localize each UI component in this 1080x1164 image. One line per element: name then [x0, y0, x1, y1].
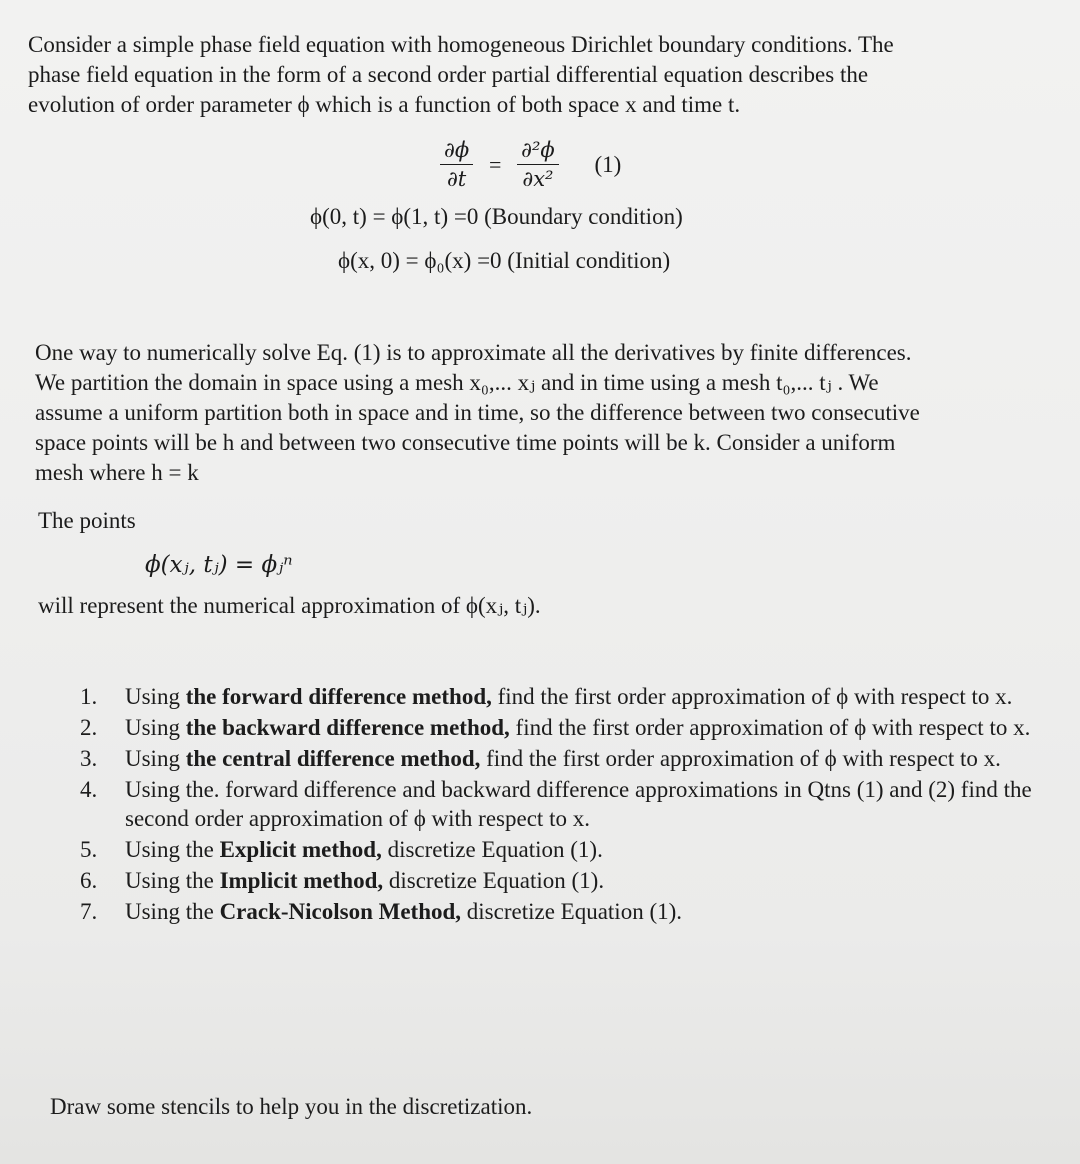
intro-line-1: Consider a simple phase field equation with homogeneous Dirichlet boundary conditions. The	[28, 32, 894, 57]
rhs-numerator: ∂²ϕ	[517, 138, 559, 165]
closing-instruction: Draw some stencils to help you in the discretization.	[50, 1094, 533, 1119]
question-text-pre: Using	[125, 715, 186, 740]
question-number: 3.	[80, 746, 98, 771]
pde-equation	[440, 138, 670, 198]
method-line-4: space points will be h and between two consecutive time points will be k. Consider a uniform	[35, 430, 896, 455]
question-method-bold: Implicit method,	[219, 868, 384, 893]
intro-line-2: phase field equation in the form of a second order partial differential equation describes the	[28, 62, 869, 87]
question-item	[80, 897, 1040, 926]
question-text-post: discretize Equation (1).	[383, 868, 605, 893]
question-item	[80, 835, 1040, 864]
question-number: 4.	[80, 777, 98, 802]
method-line-5: mesh where h = k	[35, 460, 199, 485]
question-text-post: discretize Equation (1).	[381, 837, 603, 862]
question-number: 2.	[80, 715, 98, 740]
method-line-1: One way to numerically solve Eq. (1) is to approximate all the derivatives by finite differences.	[35, 340, 912, 365]
question-text-post: discretize Equation (1).	[461, 899, 683, 924]
intro-paragraph	[28, 30, 1038, 120]
question-method-bold: the forward difference method,	[185, 684, 492, 709]
question-item	[80, 866, 1040, 895]
lhs-fraction	[440, 138, 473, 191]
lhs-denominator: ∂t	[446, 167, 467, 191]
question-number: 7.	[80, 899, 98, 924]
question-number: 5.	[80, 837, 98, 862]
intro-line-3: evolution of order parameter ϕ which is a function of both space x and time t.	[28, 92, 741, 117]
method-line-3: assume a uniform partition both in space and in time, so the difference between two consecutive	[35, 400, 920, 425]
question-text-post: find the first order approximation of ϕ with respect to x.	[491, 684, 1013, 709]
question-text-post: find the first order approximation of ϕ with respect to x.	[509, 715, 1031, 740]
points-equation: ϕ(xⱼ, tⱼ) = ϕⱼⁿ	[145, 552, 293, 578]
question-text-pre: Using	[125, 684, 186, 709]
equals-sign: =	[488, 151, 502, 177]
question-text-pre: Using the. forward difference and backward difference approximations in Qtns (1) and (2) find the second order approximation of ϕ with respect to x.	[125, 777, 1032, 831]
question-text-pre: Using the	[125, 868, 220, 893]
question-method-bold: the backward difference method,	[185, 715, 510, 740]
rhs-fraction	[517, 138, 559, 191]
question-text-pre: Using the	[125, 837, 220, 862]
question-text-post: find the first order approximation of ϕ with respect to x.	[480, 746, 1001, 771]
question-item	[80, 682, 1040, 711]
representation-sentence: will represent the numerical approximation of ϕ(xⱼ, tⱼ).	[38, 593, 541, 618]
question-item	[80, 713, 1040, 742]
question-number: 6.	[80, 868, 98, 893]
question-item	[80, 775, 1040, 833]
question-item	[80, 744, 1040, 773]
points-label: The points	[38, 508, 136, 533]
question-text-pre: Using the	[125, 899, 220, 924]
rhs-denominator: ∂x²	[522, 167, 554, 191]
question-method-bold: the central difference method,	[185, 746, 481, 771]
question-method-bold: Crack-Nicolson Method,	[219, 899, 462, 924]
lhs-numerator: ∂ϕ	[440, 138, 473, 165]
boundary-condition: ϕ(0, t) = ϕ(1, t) =0 (Boundary condition)	[310, 204, 683, 229]
equation-number: (1)	[594, 151, 622, 177]
method-line-2: We partition the domain in space using a mesh x₀,... xⱼ and in time using a mesh t₀,... tⱼ . We	[35, 370, 879, 395]
question-text-pre: Using	[125, 746, 186, 771]
question-list	[80, 682, 1040, 928]
question-method-bold: Explicit method,	[219, 837, 382, 862]
question-number: 1.	[80, 684, 98, 709]
initial-condition: ϕ(x, 0) = ϕ₀(x) =0 (Initial condition)	[338, 248, 671, 273]
method-paragraph	[35, 338, 1047, 488]
